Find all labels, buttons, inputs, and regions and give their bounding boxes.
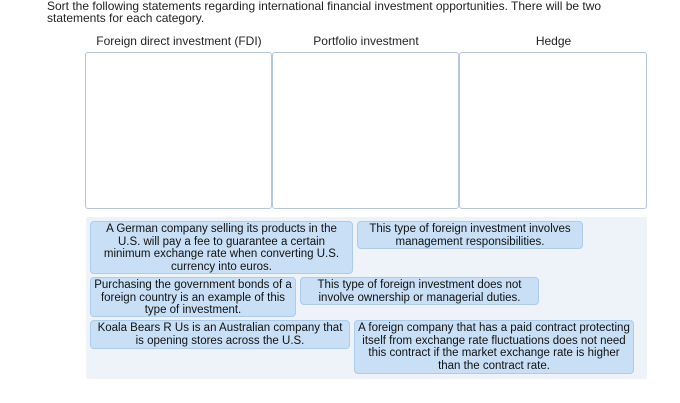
category-header-hedge: Hedge: [535, 34, 572, 48]
statement-card-paid-contract[interactable]: A foreign company that has a paid contract protecting itself from exchange rate fluctuations does not need this contract if the market exchange rate is higher than the contract rate.: [354, 320, 634, 374]
statement-card-no-ownership[interactable]: This type of foreign investment does not involve ownership or managerial duties.: [300, 277, 539, 305]
drop-zone-portfolio[interactable]: [272, 52, 459, 209]
category-header-portfolio: Portfolio investment: [313, 34, 419, 48]
statement-card-management-responsibilities[interactable]: This type of foreign investment involves management responsibilities.: [357, 221, 583, 249]
statement-card-koala-bears[interactable]: Koala Bears R Us is an Australian company that is opening stores across the U.S.: [90, 320, 350, 349]
statement-card-german-company[interactable]: A German company selling its products in the U.S. will pay a fee to guarantee a certain minimum exchange rate when converting U.S. currency into euros.: [90, 221, 353, 274]
statement-card-government-bonds[interactable]: Purchasing the government bonds of a foreign country is an example of this type of investment.: [90, 277, 296, 317]
instructions-text: Sort the following statements regarding international financial investment opportunities. There will be two statements for each category.: [47, 0, 602, 25]
category-header-fdi: Foreign direct investment (FDI): [96, 34, 262, 48]
drop-zone-fdi[interactable]: [85, 52, 272, 209]
drop-zone-hedge[interactable]: [459, 52, 647, 209]
